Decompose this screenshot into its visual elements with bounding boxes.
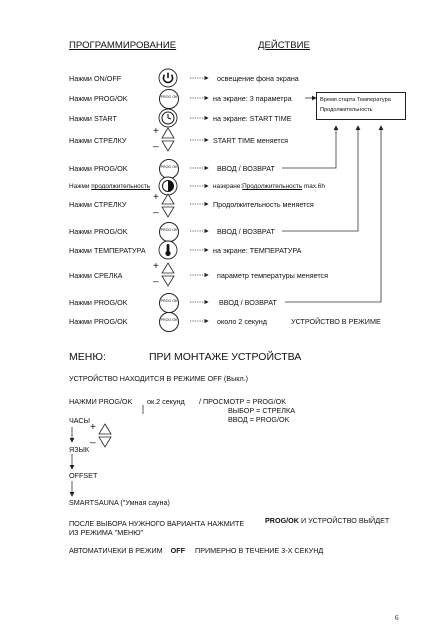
up-down-triangles	[161, 262, 175, 288]
step-6-action-ul: продолжительность	[91, 183, 151, 190]
power-icon[interactable]	[158, 68, 178, 88]
step-6-action	[69, 182, 150, 191]
step-12-result-mode: УСТРОЙСТВО В РЕЖИМЕ	[291, 317, 381, 326]
step-1-action: Нажми ON/OFF	[69, 74, 122, 83]
menu-press: НАЖМИ PROG/OK	[69, 397, 133, 406]
step-2-action: Нажми PROG/OK	[69, 94, 128, 103]
step-2-result: на экране: 3 параметра	[213, 94, 292, 103]
menu-item-smartsauna[interactable]: SMARTSAUNA ("Умная сауна)	[69, 498, 170, 507]
prog-ok-icon: PROG OK	[160, 299, 178, 303]
page-number: 6	[395, 614, 399, 622]
step-12-action: Нажми PROG/OK	[69, 317, 128, 326]
step-1-result: освещение фона экрана	[217, 74, 299, 83]
prog-ok-icon: PROG OK	[160, 165, 178, 169]
prog-ok-button[interactable]	[159, 222, 179, 242]
menu-auto	[69, 546, 323, 555]
prog-ok-icon: PROG OK	[160, 228, 178, 232]
menu-after-line1b	[265, 516, 389, 525]
step-9-action: Нажми ТЕМПЕРАТУРА	[69, 246, 146, 255]
step-8-result: ВВОД / ВОЗВРАТ	[217, 227, 275, 236]
step-5-action: Нажми PROG/OK	[69, 164, 128, 173]
menu-item-clock[interactable]: ЧАСЫ	[69, 416, 90, 425]
menu-item-language[interactable]: ЯЗЫК	[69, 445, 90, 454]
step-6-action-pre: Нажми	[69, 183, 92, 190]
step-6-result-post: max.6h	[302, 183, 325, 190]
minus-sign: _	[90, 433, 96, 444]
menu-after-line1: ПОСЛЕ ВЫБОРА НУЖНОГО ВАРИАНТА НАЖМИТЕ	[69, 519, 245, 528]
step-6-result-ul: Продолжительность	[242, 183, 303, 190]
step-6-result	[213, 182, 325, 191]
header-action: ДЕЙСТВИЕ	[258, 40, 310, 51]
menu-after-bold: PROG/OK	[265, 516, 299, 525]
up-down-triangles	[161, 127, 175, 153]
arrows-icon[interactable]	[90, 423, 116, 449]
menu-title: МЕНЮ:	[69, 351, 106, 363]
step-11-action: Нажми PROG/OK	[69, 298, 128, 307]
step-12-result: около 2 секунд	[217, 317, 267, 326]
step-3-result: на экране: START TIME	[213, 114, 292, 123]
plus-sign: +	[90, 422, 96, 433]
step-4-action: Нажми СТРЕЛКУ	[69, 136, 127, 145]
up-down-triangles	[161, 193, 175, 219]
menu-off-state: УСТРОЙСТВО НАХОДИТСЯ В РЕЖИМЕ OFF (Выкл.)	[69, 374, 249, 383]
step-3-action: Нажми START	[69, 114, 117, 123]
menu-view: / ПРОСМОТР = PROG/OK	[199, 397, 286, 406]
clock-icon[interactable]	[158, 108, 178, 128]
parameters-box	[316, 92, 406, 120]
prog-ok-button[interactable]	[159, 312, 179, 332]
step-7-action: Нажми СТРЕЛКУ	[69, 200, 127, 209]
prog-ok-icon: PROG OK	[160, 318, 178, 322]
prog-ok-icon: PROG OK	[160, 95, 178, 99]
plus-sign: +	[153, 192, 159, 203]
step-5-result: ВВОД / ВОЗВРАТ	[217, 164, 275, 173]
up-down-triangles	[98, 423, 112, 449]
menu-after-rest: И УСТРОЙСТВО ВЫЙДЕТ	[298, 516, 390, 525]
menu-press-time: ок.2 секунд	[147, 397, 185, 406]
menu-auto-2: ПРИМЕРНО В ТЕЧЕНИЕ 3-Х СЕКУНД	[195, 546, 324, 555]
plus-sign: +	[153, 126, 159, 137]
menu-auto-1: АВТОМАТИЧЕКИ В РЕЖИМ	[69, 546, 163, 555]
arrows-icon[interactable]	[153, 127, 179, 153]
thermometer-icon[interactable]	[158, 240, 178, 260]
minus-sign: _	[153, 272, 159, 283]
step-11-result: ВВОД / ВОЗВРАТ	[219, 298, 277, 307]
menu-auto-off: OFF	[170, 546, 186, 555]
prog-ok-button[interactable]	[159, 89, 179, 109]
menu-after-line2: ИЗ РЕЖИМА "МЕНЮ"	[69, 528, 144, 537]
step-4-result: START TIME меняется	[213, 136, 289, 145]
step-7-result: Продолжительность меняется	[213, 200, 314, 209]
arrows-icon[interactable]	[153, 193, 179, 219]
menu-install-title: ПРИ МОНТАЖЕ УСТРОЙСТВА	[149, 351, 302, 363]
arrows-icon[interactable]	[153, 262, 179, 288]
step-6-result-pre: наэкране:	[213, 183, 243, 190]
step-10-action: Нажми СРЕЛКА	[69, 271, 123, 280]
prog-ok-button[interactable]	[159, 293, 179, 313]
minus-sign: _	[153, 137, 159, 148]
menu-item-offset[interactable]: OFFSET	[69, 471, 98, 480]
header-programming: ПРОГРАММИРОВАНИЕ	[69, 40, 177, 51]
step-9-result: на экране: ТЕМПЕРАТУРА	[213, 246, 302, 255]
step-10-result: параметр температуры меняется	[217, 271, 329, 280]
plus-sign: +	[153, 261, 159, 272]
menu-enter: ВВОД = PROG/OK	[228, 415, 290, 424]
params-box-line2: Продолжительность	[320, 107, 373, 113]
params-box-line1: Время старта Температура	[320, 97, 391, 103]
step-8-action: Нажми PROG/OK	[69, 227, 128, 236]
minus-sign: _	[153, 203, 159, 214]
menu-select: ВЫБОР = СТРЕЛКА	[228, 406, 295, 415]
